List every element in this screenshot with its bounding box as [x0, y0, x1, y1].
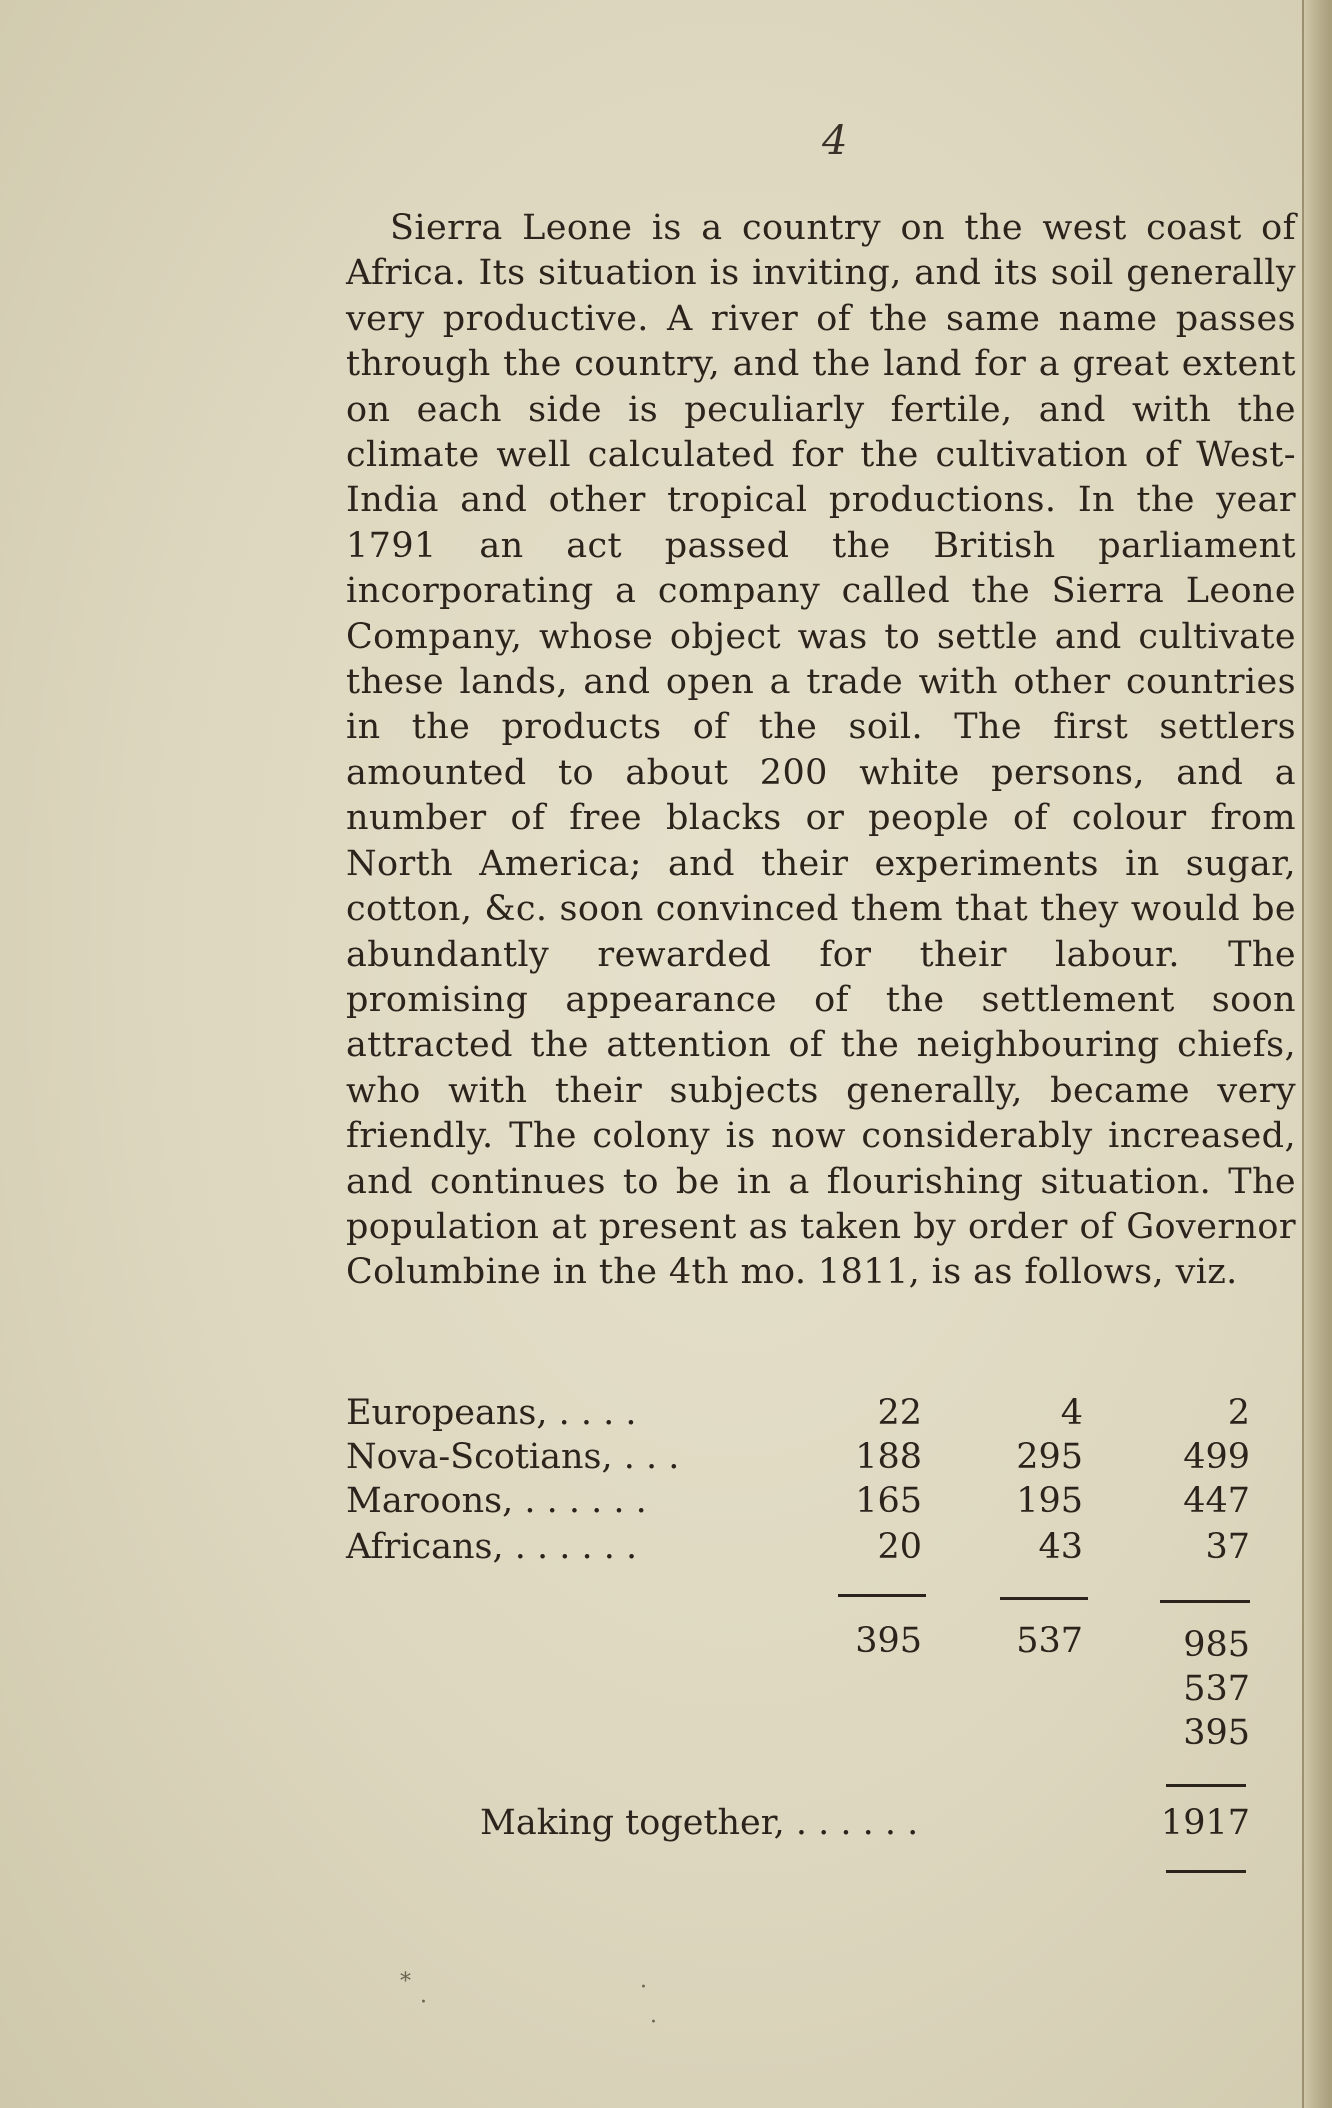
table-row — [346, 1390, 1296, 1436]
row-value-col3: 2 — [1227, 1393, 1250, 1433]
ink-speck: ⁎ — [400, 1962, 411, 1987]
table-row — [346, 1434, 1296, 1480]
ink-speck: · — [640, 1975, 647, 2000]
ink-speck: · — [420, 1990, 427, 2015]
carried-total: 537 — [1183, 1669, 1250, 1709]
sum-rule-col2 — [1000, 1597, 1088, 1600]
sum-rule-col3 — [1160, 1600, 1250, 1603]
sum-rule-final — [1166, 1784, 1246, 1787]
row-value-col3: 447 — [1183, 1481, 1250, 1521]
page-number: 4 — [822, 118, 848, 164]
row-label: Europeans, . . . . — [346, 1393, 637, 1433]
making-together-label: Making together, . . . . . . — [480, 1803, 919, 1843]
row-label: Nova-Scotians, . . . — [346, 1437, 680, 1477]
row-value-col2: 195 — [1016, 1481, 1083, 1521]
page-edge — [1302, 0, 1332, 2108]
row-value-col2: 43 — [1038, 1527, 1083, 1567]
total-col2: 537 — [1016, 1621, 1083, 1661]
closing-rule — [1166, 1870, 1246, 1873]
row-label: Africans, . . . . . . — [346, 1527, 638, 1567]
row-value-col3: 499 — [1183, 1437, 1250, 1477]
ink-speck: · — [650, 2010, 657, 2035]
row-value-col1: 22 — [877, 1393, 922, 1433]
row-value-col2: 295 — [1016, 1437, 1083, 1477]
total-col1: 395 — [855, 1621, 922, 1661]
table-row — [346, 1478, 1296, 1524]
row-value-col1: 165 — [855, 1481, 922, 1521]
grand-total: 1917 — [1160, 1803, 1250, 1843]
row-label: Maroons, . . . . . . — [346, 1481, 647, 1521]
sum-rule-col1 — [838, 1594, 926, 1597]
total-col3: 985 — [1183, 1625, 1250, 1665]
row-value-col2: 4 — [1060, 1393, 1083, 1433]
carried-total: 395 — [1183, 1713, 1250, 1753]
body-paragraph: Sierra Leone is a country on the west coast of Africa. Its situation is inviting, and its soil generally very productive. A river of the same name passes through the country, and the land for a great extent on each side is peculiarly fertile, and with the climate well calculated for the cultivation of West-India and other tropical productions. In the year 1791 an act passed the British parliament incorporating a company called the Sierra Leone Company, whose object was to settle and cultivate these lands, and open a trade with other countries in the products of the soil. The first settlers amounted to about 200 white persons, and a number of free blacks or people of colour from North America; and their experiments in sugar, cotton, &c. soon convinced them that they would be abundantly rewarded for their labour. The promising appearance of the settlement soon attracted the attention of the neighbouring chiefs, who with their subjects generally, became very friendly. The colony is now considerably increased, and continues to be in a flourishing situation. The population at present as taken by order of Governor Columbine in the 4th mo. 1811, is as follows, viz. — [346, 208, 1296, 1293]
row-value-col1: 188 — [855, 1437, 922, 1477]
table-row — [346, 1524, 1296, 1570]
row-value-col3: 37 — [1205, 1527, 1250, 1567]
row-value-col1: 20 — [877, 1527, 922, 1567]
